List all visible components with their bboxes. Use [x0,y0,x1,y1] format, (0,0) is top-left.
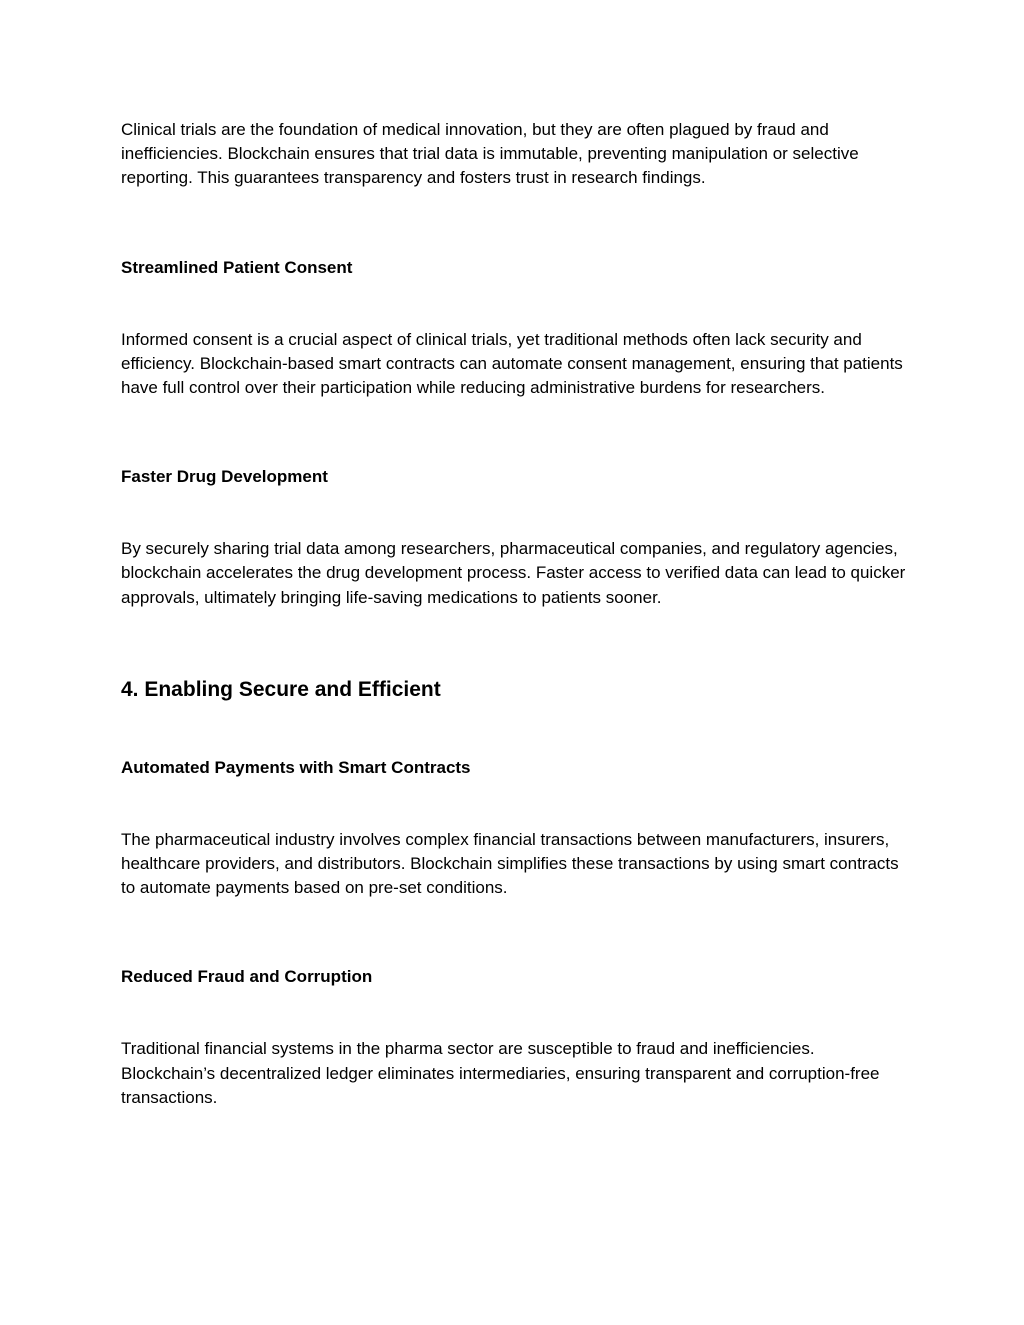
spacer [121,704,911,756]
paragraph-drug-development: By securely sharing trial data among researchers, pharmaceutical companies, and regulatory agencies, blockchain accelerates the drug development process. Faster access to verified data can lead to quicker approvals, ultimately bringing life-saving medications to patients sooner. [121,539,906,607]
spacer [121,191,911,256]
paragraph-clinical-trials: Clinical trials are the foundation of medical innovation, but they are often plagued by fraud and inefficiencies. Blockchain ensures that trial data is immutable, preventing manipulation or selective reporting. This guarantees transparency and fosters trust in research findings. [121,120,859,188]
paragraph-informed-consent: Informed consent is a crucial aspect of clinical trials, yet traditional methods often lack security and efficiency. Blockchain-based smart contracts can automate consent management, ensuring that patients have full control over their participation while reducing administrative burdens for researchers. [121,329,903,398]
heading-faster-drug-development: Faster Drug Development [121,467,328,487]
paragraph-reduced-fraud: Traditional financial systems in the pharma sector are susceptible to fraud and inefficiencies. Blockchain’s decentralized ledger eliminates intermediaries, ensuring transparent and corruption-free transactions. [121,1039,880,1107]
spacer [121,280,911,328]
spacer [121,900,911,965]
spacer [121,780,911,828]
spacer [121,610,911,676]
heading-reduced-fraud: Reduced Fraud and Corruption [121,967,373,987]
heading-automated-payments: Automated Payments with Smart Contracts [121,757,471,777]
heading-streamlined-patient-consent: Streamlined Patient Consent [121,257,353,277]
spacer [121,989,911,1037]
spacer [121,400,911,465]
paragraph-automated-payments: The pharmaceutical industry involves complex financial transactions between manufacturers, insurers, healthcare providers, and distributors. Blockchain simplifies these transactions by using smart contracts to automate payments based on pre-set conditions. [121,829,899,898]
spacer [121,489,911,537]
section-title-4: 4. Enabling Secure and Efficient [121,677,441,701]
document-page [121,118,911,1110]
